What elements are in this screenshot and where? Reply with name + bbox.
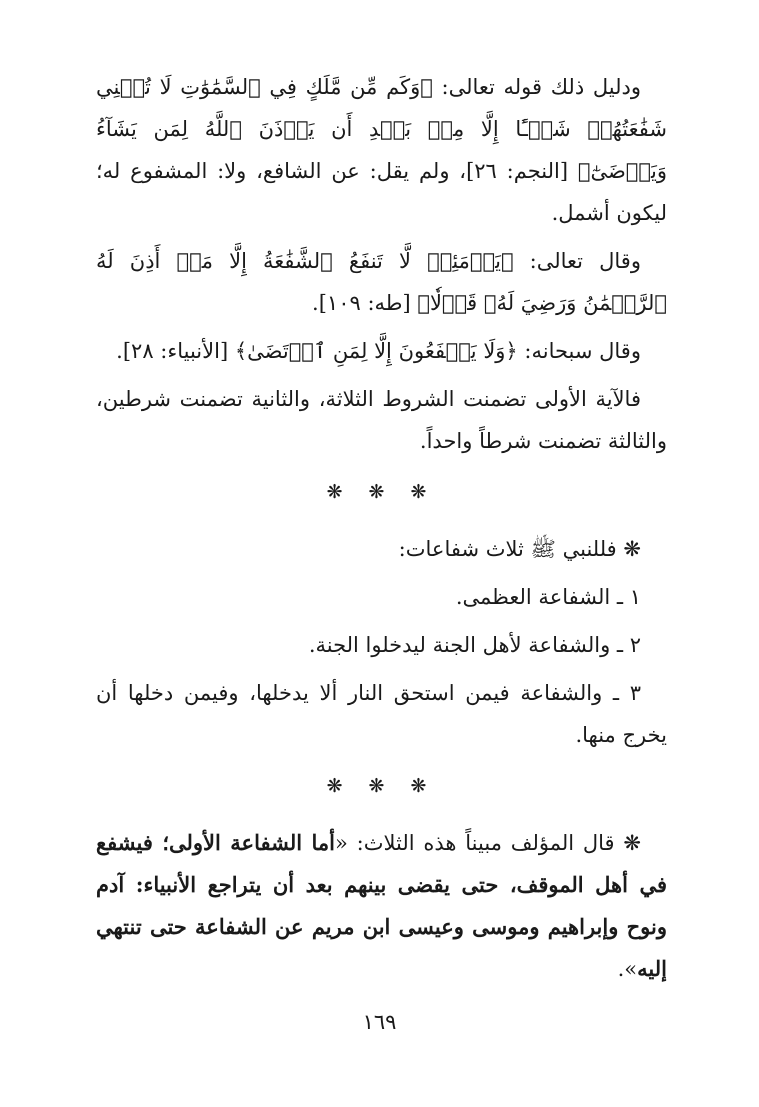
page-body — [96, 66, 667, 996]
quote-end: ». — [617, 957, 638, 981]
section-separator-2: ❋ ❋ ❋ — [326, 775, 437, 797]
paragraph-evidence-najm: ودليل ذلك قوله تعالى: ﴿وَكَم مِّن مَّلَكٍ فِي ٱلسَّمَٰوَٰتِ لَا تُغۡنِي شَفَٰعَتُهُمۡ شَيۡـًٔا إِلَّا مِنۢ بَعۡدِ أَن يَأۡذَنَ ٱللَّهُ لِمَن يَشَآءُ وَيَرۡضَىٰٓ﴾ [النجم: ٢٦]، ولم يقل: عن الشافع، ولا: المشفوع له؛ ليكون أشمل. — [96, 75, 667, 225]
list-item-2: ٢ ـ والشفاعة لأهل الجنة ليدخلوا الجنة. — [308, 633, 641, 657]
paragraph-author-quote — [96, 822, 667, 990]
list-item-1: ١ ـ الشفاعة العظمى. — [455, 585, 641, 609]
paragraph-three-intercessions: ❋ فللنبي ﷺ ثلاث شفاعات: — [398, 537, 641, 561]
paragraph-evidence-taha: وقال تعالى: ﴿يَوۡمَئِذٖ لَّا تَنفَعُ ٱلشَّفَٰعَةُ إِلَّا مَنۡ أَذِنَ لَهُ ٱلرَّحۡمَٰنُ وَرَضِيَ لَهُۥ قَوۡلٗا﴾ [طه: ١٠٩]. — [96, 249, 667, 315]
quote-intro: ❋ قال المؤلف مبيناً هذه الثلاث: « — [335, 831, 641, 855]
section-separator: ❋ ❋ ❋ — [326, 481, 437, 503]
quote-bold-text: أما الشفاعة الأولى؛ فيشفع في أهل الموقف، حتى يقضى بينهم بعد أن يتراجع الأنبياء: آدم ونوح وإبراهيم وموسى وعيسى ابن مريم عن الشفاعة حتى تنتهي إليه — [96, 830, 667, 981]
list-item-3: ٣ ـ والشفاعة فيمن استحق النار ألا يدخلها، وفيمن دخلها أن يخرج منها. — [96, 681, 667, 747]
paragraph-conditions-summary: فالآية الأولى تضمنت الشروط الثلاثة، والثانية تضمنت شرطين، والثالثة تضمنت شرطاً واحداً. — [96, 387, 667, 453]
page-number: ١٦٩ — [362, 1010, 397, 1034]
paragraph-evidence-anbiya: وقال سبحانه: ﴿وَلَا يَشۡفَعُونَ إِلَّا لِمَنِ ٱرۡتَضَىٰ﴾ [الأنبياء: ٢٨]. — [116, 339, 641, 363]
